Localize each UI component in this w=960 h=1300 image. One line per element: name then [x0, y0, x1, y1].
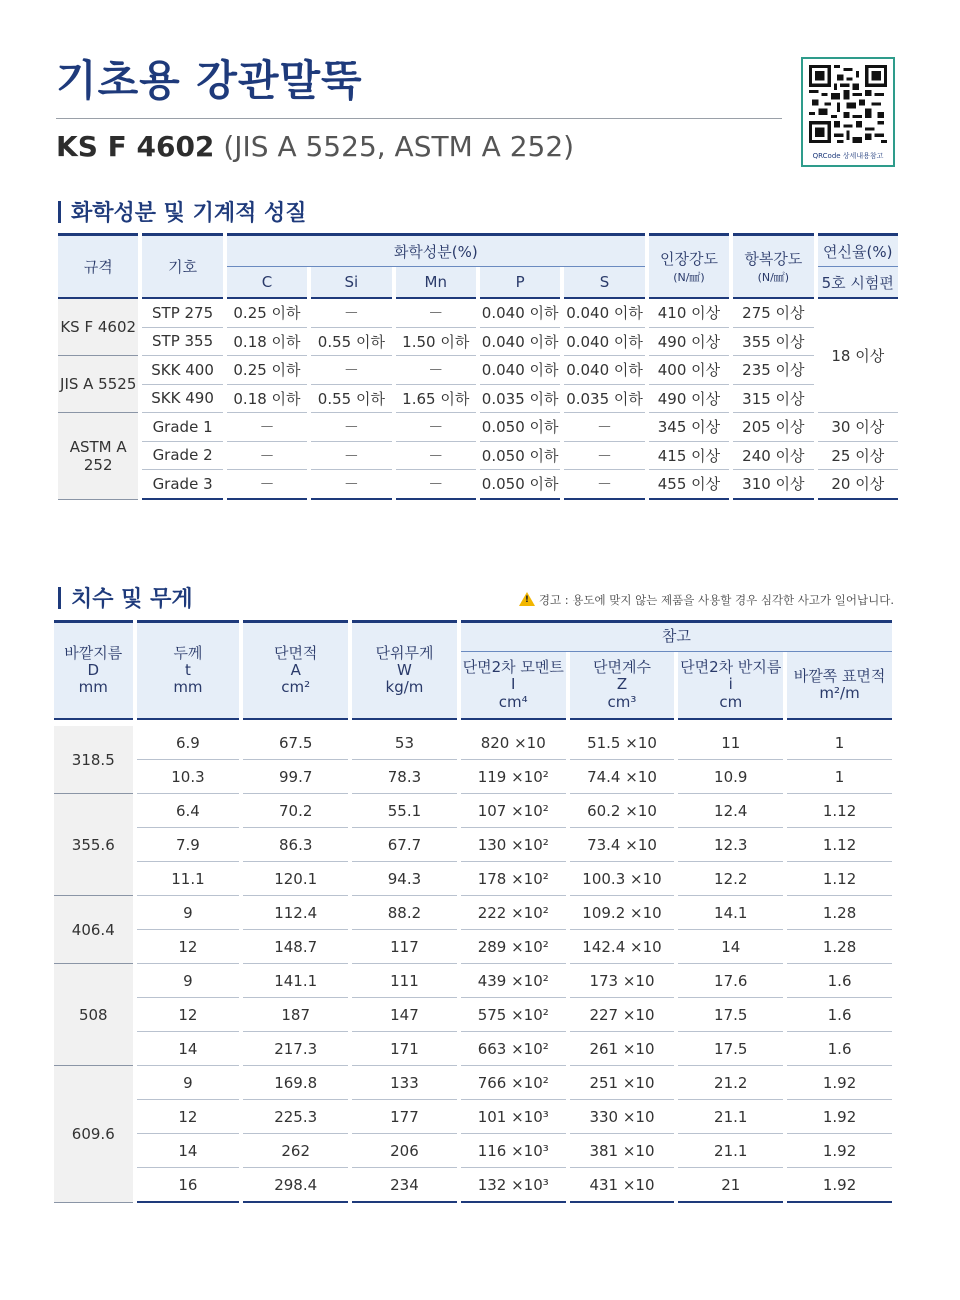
c-cell: － [227, 413, 307, 442]
col-p: P [480, 267, 560, 299]
standard-cell: ASTM A 252 [58, 413, 138, 500]
standard-code: KS F 4602 [56, 130, 215, 163]
dimensions-weight-table [50, 620, 896, 1203]
modulus-cell: 109.2 ×10 [570, 896, 675, 930]
outer-diameter-cell: 318.5 [54, 726, 133, 794]
unit: mm [78, 678, 108, 697]
tensile-cell: 400 이상 [649, 356, 729, 385]
qr-code-icon [809, 65, 887, 143]
si-cell: 0.55 이하 [311, 385, 391, 414]
p-cell: 0.040 이하 [480, 356, 560, 385]
symbol: Z [616, 675, 628, 694]
symbol-cell: SKK 400 [142, 356, 222, 385]
moment-cell: 116 ×10³ [461, 1134, 566, 1168]
mn-cell: － [396, 356, 476, 385]
thickness-cell: 11.1 [137, 862, 240, 896]
page-title: 기초용 강관말뚝 [56, 56, 363, 105]
label: 단면2차 모멘트 [462, 658, 564, 677]
radius-cell: 12.3 [678, 828, 783, 862]
s-cell: 0.040 이하 [564, 356, 644, 385]
unit: cm⁴ [498, 692, 528, 711]
col-c: C [227, 267, 307, 299]
table-row [54, 1032, 892, 1066]
section-heading-dimensions [58, 582, 193, 613]
thickness-cell: 6.4 [137, 794, 240, 828]
moment-cell: 101 ×10³ [461, 1100, 566, 1134]
surface-cell: 1.92 [787, 1134, 892, 1168]
standard-cell: KS F 4602 [58, 299, 138, 356]
c-cell: － [227, 442, 307, 471]
s-cell: 0.035 이하 [564, 385, 644, 414]
weight-cell: 133 [352, 1066, 457, 1100]
p-cell: 0.040 이하 [480, 299, 560, 328]
thickness-cell: 12 [137, 1100, 240, 1134]
mn-cell: － [396, 442, 476, 471]
table-row [54, 828, 892, 862]
area-cell: 169.8 [243, 1066, 348, 1100]
table-row [58, 385, 898, 414]
area-cell: 148.7 [243, 930, 348, 964]
yield-cell: 205 이상 [733, 413, 813, 442]
surface-cell: 1.92 [787, 1100, 892, 1134]
surface-cell: 1.92 [787, 1168, 892, 1203]
table-row [54, 998, 892, 1032]
modulus-cell: 330 ×10 [570, 1100, 675, 1134]
table-row [54, 1066, 892, 1100]
area-cell: 141.1 [243, 964, 348, 998]
moment-cell: 107 ×10² [461, 794, 566, 828]
modulus-cell: 51.5 ×10 [570, 726, 675, 760]
yield-label: 항복강도 [744, 250, 803, 268]
col-chemical: 화학성분(%) [227, 233, 645, 267]
weight-cell: 117 [352, 930, 457, 964]
area-cell: 298.4 [243, 1168, 348, 1203]
moment-cell: 119 ×10² [461, 760, 566, 794]
modulus-cell: 381 ×10 [570, 1134, 675, 1168]
surface-cell: 1.6 [787, 964, 892, 998]
moment-cell: 663 ×10² [461, 1032, 566, 1066]
table-row [58, 356, 898, 385]
title-divider [56, 118, 782, 119]
symbol-cell: Grade 2 [142, 442, 222, 471]
modulus-cell: 74.4 ×10 [570, 760, 675, 794]
col-tensile [649, 233, 729, 299]
symbol: W [397, 660, 412, 679]
weight-cell: 88.2 [352, 896, 457, 930]
s-cell: － [564, 470, 644, 500]
unit: cm³ [607, 692, 637, 711]
surface-cell: 1.28 [787, 930, 892, 964]
modulus-cell: 142.4 ×10 [570, 930, 675, 964]
radius-cell: 17.6 [678, 964, 783, 998]
warning-note [519, 592, 894, 608]
table-row [58, 470, 898, 500]
symbol: t [184, 660, 191, 679]
modulus-cell: 173 ×10 [570, 964, 675, 998]
elongation-cell: 30 이상 [818, 413, 898, 442]
modulus-cell: 431 ×10 [570, 1168, 675, 1203]
unit: kg/m [385, 678, 424, 697]
radius-cell: 12.4 [678, 794, 783, 828]
table-row [58, 299, 898, 328]
area-cell: 217.3 [243, 1032, 348, 1066]
tensile-cell: 410 이상 [649, 299, 729, 328]
si-cell: 0.55 이하 [311, 328, 391, 357]
qr-code[interactable] [801, 57, 895, 167]
outer-diameter-cell: 406.4 [54, 896, 133, 964]
yield-cell: 275 이상 [733, 299, 813, 328]
moment-cell: 439 ×10² [461, 964, 566, 998]
section-heading-text: 화학성분 및 기계적 성질 [71, 201, 307, 226]
table-row [54, 930, 892, 964]
s-cell: － [564, 442, 644, 471]
thickness-cell: 9 [137, 896, 240, 930]
section-heading-text: 치수 및 무게 [71, 587, 193, 612]
col-radius [678, 652, 783, 720]
col-mn: Mn [396, 267, 476, 299]
area-cell: 187 [243, 998, 348, 1032]
tensile-cell: 415 이상 [649, 442, 729, 471]
yield-cell: 235 이상 [733, 356, 813, 385]
warning-text: 경고 : 용도에 맞지 않는 제품을 사용할 경우 심각한 사고가 일어납니다. [538, 593, 894, 607]
radius-cell: 21.2 [678, 1066, 783, 1100]
table-row [54, 1100, 892, 1134]
c-cell: 0.18 이하 [227, 385, 307, 414]
tensile-cell: 490 이상 [649, 328, 729, 357]
weight-cell: 111 [352, 964, 457, 998]
modulus-cell: 73.4 ×10 [570, 828, 675, 862]
col-elongation: 연신율(%) [818, 233, 898, 267]
chemical-mechanical-table [54, 233, 902, 500]
si-cell: － [311, 356, 391, 385]
p-cell: 0.050 이하 [480, 470, 560, 500]
modulus-cell: 251 ×10 [570, 1066, 675, 1100]
s-cell: 0.040 이하 [564, 299, 644, 328]
p-cell: 0.040 이하 [480, 328, 560, 357]
col-surface [787, 652, 892, 720]
radius-cell: 11 [678, 726, 783, 760]
surface-cell: 1.12 [787, 862, 892, 896]
surface-cell: 1.6 [787, 1032, 892, 1066]
area-cell: 99.7 [243, 760, 348, 794]
symbol-cell: Grade 3 [142, 470, 222, 500]
area-cell: 120.1 [243, 862, 348, 896]
p-cell: 0.050 이하 [480, 413, 560, 442]
col-symbol: 기호 [142, 233, 222, 299]
warning-triangle-icon: ! [519, 592, 535, 606]
weight-cell: 171 [352, 1032, 457, 1066]
thickness-cell: 9 [137, 964, 240, 998]
elongation-cell: 20 이상 [818, 470, 898, 500]
c-cell: 0.18 이하 [227, 328, 307, 357]
radius-cell: 21.1 [678, 1100, 783, 1134]
symbol-cell: SKK 490 [142, 385, 222, 414]
p-cell: 0.035 이하 [480, 385, 560, 414]
c-cell: 0.25 이하 [227, 356, 307, 385]
table-row [58, 328, 898, 357]
thickness-cell: 6.9 [137, 726, 240, 760]
mn-cell: 1.50 이하 [396, 328, 476, 357]
qr-caption: QRCode 상세내용참고 [812, 152, 884, 160]
section-bar [58, 587, 61, 609]
label: 단위무게 [375, 643, 434, 662]
elongation-cell: 18 이상 [818, 299, 898, 413]
col-thickness [137, 620, 240, 720]
surface-cell: 1.12 [787, 794, 892, 828]
modulus-cell: 100.3 ×10 [570, 862, 675, 896]
surface-cell: 1.6 [787, 998, 892, 1032]
area-cell: 225.3 [243, 1100, 348, 1134]
table-row [54, 726, 892, 760]
moment-cell: 130 ×10² [461, 828, 566, 862]
weight-cell: 78.3 [352, 760, 457, 794]
yield-cell: 240 이상 [733, 442, 813, 471]
table-row [54, 862, 892, 896]
label: 바깥지름 [64, 643, 123, 662]
section-bar [58, 201, 61, 223]
standard-cell: JIS A 5525 [58, 356, 138, 413]
outer-diameter-cell: 355.6 [54, 794, 133, 896]
radius-cell: 21.1 [678, 1134, 783, 1168]
related-standards: (JIS A 5525, ASTM A 252) [223, 130, 575, 163]
symbol: D [87, 660, 100, 679]
modulus-cell: 60.2 ×10 [570, 794, 675, 828]
tensile-label: 인장강도 [659, 250, 718, 268]
table-row [54, 1134, 892, 1168]
radius-cell: 21 [678, 1168, 783, 1203]
si-cell: － [311, 413, 391, 442]
surface-cell: 1.92 [787, 1066, 892, 1100]
yield-unit: (N/㎟) [757, 271, 790, 284]
radius-cell: 14.1 [678, 896, 783, 930]
symbol: A [290, 660, 301, 679]
area-cell: 67.5 [243, 726, 348, 760]
surface-cell: 1 [787, 726, 892, 760]
col-elong-sub: 5호 시험편 [818, 267, 898, 299]
tensile-unit: (N/㎟) [673, 271, 705, 284]
section-heading-chemical [58, 196, 307, 227]
surface-cell: 1.12 [787, 828, 892, 862]
col-si: Si [311, 267, 391, 299]
weight-cell: 234 [352, 1168, 457, 1203]
yield-cell: 310 이상 [733, 470, 813, 500]
table-row [54, 794, 892, 828]
symbol: I [511, 675, 516, 694]
table-row [54, 1168, 892, 1203]
weight-cell: 177 [352, 1100, 457, 1134]
thickness-cell: 16 [137, 1168, 240, 1203]
col-standard: 규격 [58, 233, 138, 299]
unit: m²/m [819, 684, 860, 702]
label: 단면계수 [593, 658, 651, 677]
thickness-cell: 12 [137, 930, 240, 964]
label: 두께 [173, 643, 203, 662]
unit: cm² [281, 678, 311, 697]
area-cell: 70.2 [243, 794, 348, 828]
radius-cell: 10.9 [678, 760, 783, 794]
col-yield [733, 233, 813, 299]
symbol-cell: STP 355 [142, 328, 222, 357]
col-area [243, 620, 348, 720]
si-cell: － [311, 299, 391, 328]
tensile-cell: 455 이상 [649, 470, 729, 500]
table-row [58, 442, 898, 471]
unit: mm [173, 678, 203, 697]
yield-cell: 355 이상 [733, 328, 813, 357]
label: 단면2차 반지름 [680, 658, 782, 677]
page-subtitle [56, 130, 574, 163]
area-cell: 262 [243, 1134, 348, 1168]
radius-cell: 14 [678, 930, 783, 964]
moment-cell: 222 ×10² [461, 896, 566, 930]
c-cell: 0.25 이하 [227, 299, 307, 328]
radius-cell: 17.5 [678, 998, 783, 1032]
col-outer-diameter [54, 620, 133, 720]
si-cell: － [311, 470, 391, 500]
si-cell: － [311, 442, 391, 471]
table-row [54, 896, 892, 930]
c-cell: － [227, 470, 307, 500]
yield-cell: 315 이상 [733, 385, 813, 414]
outer-diameter-cell: 609.6 [54, 1066, 133, 1203]
area-cell: 86.3 [243, 828, 348, 862]
weight-cell: 206 [352, 1134, 457, 1168]
s-cell: － [564, 413, 644, 442]
label: 바깥쪽 표면적 [793, 666, 886, 685]
s-cell: 0.040 이하 [564, 328, 644, 357]
tensile-cell: 490 이상 [649, 385, 729, 414]
modulus-cell: 227 ×10 [570, 998, 675, 1032]
thickness-cell: 9 [137, 1066, 240, 1100]
thickness-cell: 14 [137, 1032, 240, 1066]
weight-cell: 147 [352, 998, 457, 1032]
col-moment [461, 652, 566, 720]
moment-cell: 820 ×10 [461, 726, 566, 760]
tensile-cell: 345 이상 [649, 413, 729, 442]
thickness-cell: 7.9 [137, 828, 240, 862]
weight-cell: 55.1 [352, 794, 457, 828]
table-row [58, 413, 898, 442]
moment-cell: 132 ×10³ [461, 1168, 566, 1203]
moment-cell: 575 ×10² [461, 998, 566, 1032]
outer-diameter-cell: 508 [54, 964, 133, 1066]
thickness-cell: 14 [137, 1134, 240, 1168]
radius-cell: 17.5 [678, 1032, 783, 1066]
table-row [54, 760, 892, 794]
table-row [54, 964, 892, 998]
moment-cell: 178 ×10² [461, 862, 566, 896]
weight-cell: 67.7 [352, 828, 457, 862]
weight-cell: 53 [352, 726, 457, 760]
elongation-cell: 25 이상 [818, 442, 898, 471]
surface-cell: 1 [787, 760, 892, 794]
p-cell: 0.050 이하 [480, 442, 560, 471]
weight-cell: 94.3 [352, 862, 457, 896]
symbol-cell: Grade 1 [142, 413, 222, 442]
modulus-cell: 261 ×10 [570, 1032, 675, 1066]
mn-cell: － [396, 470, 476, 500]
unit: cm [719, 692, 743, 711]
thickness-cell: 12 [137, 998, 240, 1032]
radius-cell: 12.2 [678, 862, 783, 896]
mn-cell: 1.65 이하 [396, 385, 476, 414]
area-cell: 112.4 [243, 896, 348, 930]
symbol-cell: STP 275 [142, 299, 222, 328]
moment-cell: 766 ×10² [461, 1066, 566, 1100]
col-modulus [570, 652, 675, 720]
thickness-cell: 10.3 [137, 760, 240, 794]
col-reference: 참고 [461, 620, 892, 652]
mn-cell: － [396, 413, 476, 442]
label: 단면적 [273, 643, 318, 662]
moment-cell: 289 ×10² [461, 930, 566, 964]
col-unit-weight [352, 620, 457, 720]
surface-cell: 1.28 [787, 896, 892, 930]
mn-cell: － [396, 299, 476, 328]
symbol: i [728, 675, 733, 694]
col-s: S [564, 267, 644, 299]
